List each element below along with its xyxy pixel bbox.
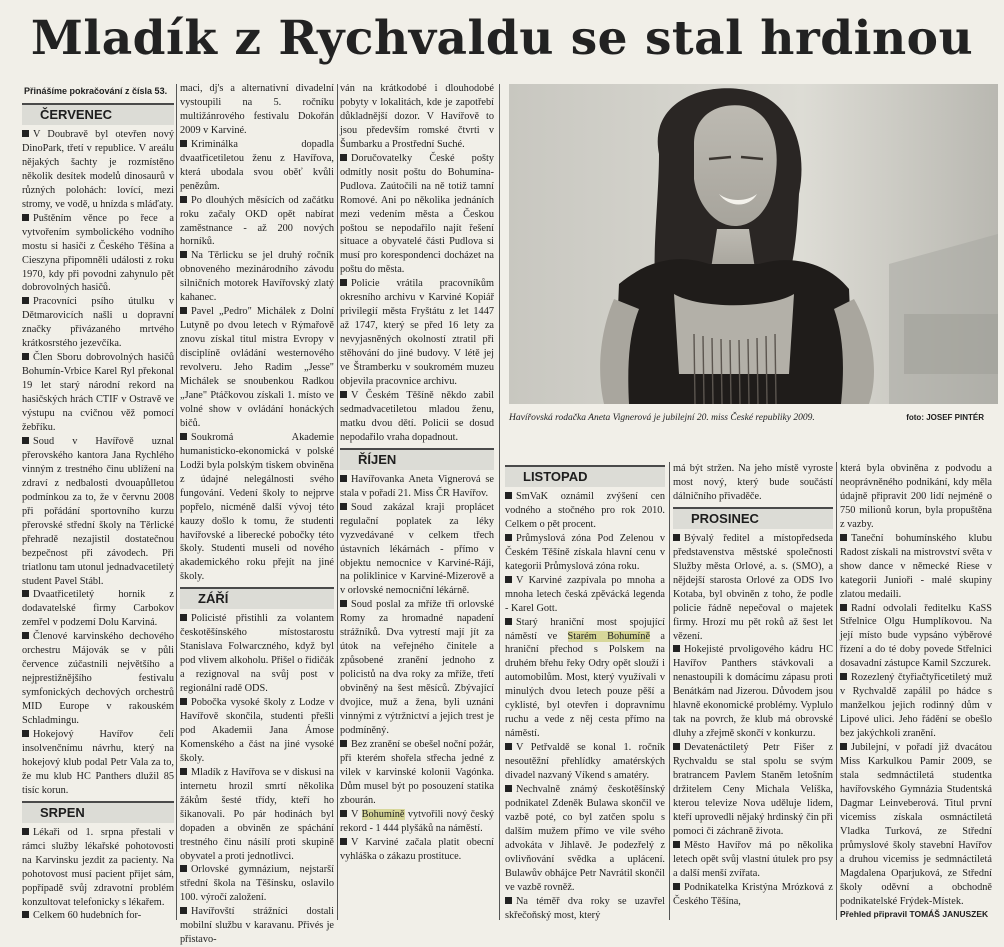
bullet-icon xyxy=(505,785,512,792)
bullet-icon xyxy=(340,391,347,398)
portrait-image xyxy=(509,84,998,404)
bullet-icon xyxy=(840,673,847,680)
news-item: V Karviné začala platit obecní vyhláška o zákazu prostituce. xyxy=(340,836,494,862)
bullet-icon xyxy=(180,140,187,147)
news-item: Nechvalně známý českotěšínský podnikatel Zdeněk Bulawa skončil ve vazbě poté, co byl zatčen spolu s dalším mužem přímo ve vile svého advokáta v Jihlavě. Je podezřelý z ovlivňování svědka a uplácení. Bulawův obhájce Petr Navrátil skončil ve vazbě rovněž. xyxy=(505,784,665,893)
bullet-icon xyxy=(340,600,347,607)
news-item: Na téměř dva roky se uzavřel skřečoňský most, který xyxy=(505,895,665,921)
caption-text: Havířovská rodačka Aneta Vignerová je jubilejní 20. miss České republiky 2009. xyxy=(509,413,815,423)
news-item: Bývalý ředitel a místopředseda představenstva městské společnosti Služby města Orlové, a. s. (SMO), a nějdejší starosta Orlové za ODS Ivo Kotaba, byl obviněn z toho, že podle policie řádně nepečoval o majetek firmy. Hrozí mu pět roků až šest let vězení. xyxy=(673,532,833,642)
column-divider xyxy=(176,84,177,920)
highlighted-word: Bohumíně xyxy=(361,808,405,820)
news-item: Puštěním věnce po řece a vytvořením symbolického vodního mostu si hasiči z Českého Těšína a Cieszyna připomněli události z roku 1970, kdy při povodni zahynulo pět dobrovolných hasičů. xyxy=(22,212,174,294)
news-item: V Doubravě byl otevřen nový DinoPark, třetí v republice. V areálu nějakých šachty je rozmístěno několik desítek modelů dinosaurů v různých polohách: lovící, mezi stromy, ve vodě, u hnízda s mláďaty. xyxy=(22,129,174,210)
bullet-icon xyxy=(180,251,187,258)
bullet-icon xyxy=(505,534,512,541)
news-item: ván na krátkodobé i dlouhodobé pobyty v lokalitách, kde je zapotřebí důkladnější dozor. V Havířově to jsou především romské čtvrti v Šumbarku a Prostřední Suché. xyxy=(340,83,494,150)
news-item: Dvaatřicetiletý hornik z dodavatelské firmy Carbokov zemřel v podzemí Dolu Karviná. xyxy=(22,589,174,629)
bullet-icon xyxy=(180,433,187,440)
news-item: Orlovské gymnázium, nejstarší střední škola na Těšínsku, oslavilo 100. výročí založení. xyxy=(180,864,334,904)
highlighted-word: Starém Bohumíně xyxy=(567,630,651,642)
bullet-icon xyxy=(505,897,512,904)
bullet-icon xyxy=(22,437,29,444)
bullet-icon xyxy=(22,297,29,304)
bullet-icon xyxy=(180,307,187,314)
bullet-icon xyxy=(505,492,512,499)
photo-credit: foto: JOSEF PINTÉR xyxy=(906,413,984,422)
photo-caption xyxy=(509,410,998,426)
bullet-icon xyxy=(673,841,680,848)
news-item: Devatenáctiletý Petr Fišer z Rychvaldu se stal spolu se svým bratrancem Pavlem Staněm letošním držitelem Ceny Michala Velíška, kterou televize Nova uděluje lidem, kteří uprovedli nějaký hrdinský čin při pomoci či záchraně života. xyxy=(673,742,833,837)
news-item: Soud poslal za mříže tři orlovské Romy za hromadné napadení strážníků. Dva vytrestí mají jít za útok na veřejného činitele a způsobené zranění jednoho z policistů na dva roky za mříže, třetí obviněný na šest měsíců. Zbývající dvojice, muž a žena, byli uznáni vinnými z výtržnictví a jejich trest je podmíněný. xyxy=(340,599,494,736)
news-item: Doručovatelky České pošty odmítly nosit poštu do Bohumína-Pudlova. Zaútočili na ně totiž tamní Romové. Ani po několika jednáních mezi vedením města a Českou poštou se nepodařilo najít řešení situace a obyvatelé části Pudlova si musí pro korespondenci docházet na poštu do města. xyxy=(340,152,494,276)
bullet-icon xyxy=(340,503,347,510)
news-item: Po dlouhých měsících od začátku roku začaly OKD opět nabírat zaměstnance - až 200 nových horníků. xyxy=(180,194,334,248)
bullet-icon xyxy=(673,743,680,750)
continued-note: Přinášíme pokračování z čísla 53. xyxy=(24,86,168,96)
news-item: Bez zranění se obešel noční požár, při kterém shořela střecha jedné z vilek v karvinské kolonii Vagónka. Dům musel být po posouzení statika zbourán. xyxy=(340,738,494,806)
section-heading-prosinec: PROSINEC xyxy=(673,507,833,529)
column-2 xyxy=(180,82,334,946)
section-heading-rijen: ŘÍJEN xyxy=(340,448,494,470)
news-item: V Bohumíně vytvořili nový český rekord - 1 444 plyšáků na náměstí. xyxy=(340,808,495,834)
news-item: Lékaři od 1. srpna přestali v rámci služby lékařské pohotovosti na Karvinsku jezdit za pacienty. Na pohotovost musí pacient přijet sám, popřípadě svůj zdravotní problém konzultovat telefonicky s lékařem. xyxy=(22,826,174,908)
bullet-icon xyxy=(505,576,512,583)
bullet-icon xyxy=(180,907,187,914)
news-item: Rozezlený čtyřiačtyřicetiletý muž v Rychvaldě zapálil po hádce s manželkou jejich rodinný dům v Lipové ulici. Jeho řádění se obešlo bez jakýchkoli zranění. xyxy=(840,672,992,740)
news-item: Havířovanka Aneta Vignerová se stala v pořadí 21. Miss ČR Havířov. xyxy=(340,473,494,499)
column-4 xyxy=(505,462,665,922)
news-item: Hokejový Havířov čelí insolvenčnímu návrhu, který na hokejový klub podal Petr Vala za to, že mu klub HC Panthers dlužil 85 tisíc korun. xyxy=(22,728,174,796)
bullet-icon xyxy=(22,130,29,137)
section-heading-cervenec: ČERVENEC xyxy=(22,103,174,125)
news-item: Radní odvolali ředitelku KaSS Střelnice Olgu Humplíkovou. Na její místo bude vypsáno výběrové řízení a do té doby povede Střelnici dosavadní zástupce Kamil Szczurek. xyxy=(840,602,992,670)
bullet-icon xyxy=(22,730,29,737)
bullet-icon xyxy=(840,604,847,611)
bullet-icon xyxy=(340,740,347,747)
bullet-icon xyxy=(180,614,187,621)
news-item: V Petřvaldě se konal 1. ročník nesoutěžní přehlídky amatérských divadel nazvaný Víkend s amatéry. xyxy=(505,742,665,782)
news-item: Kriminálka dopadla dvaatřicetiletou ženu z Havířova, která ubodala svou oběť kvůli penězům. xyxy=(180,138,334,192)
news-item: Hokejisté prvoligového kádru HC Havířov Panthers stávkovali a nenastoupili k domácímu zápasu proti Benátkám nad Jizerou. Důvodem jsou hlavně ekonomické problémy. Vyplulo tak na povrch, že klub má obrovské dluhy a zřejmě skončí v konkurzu. xyxy=(673,644,833,740)
bullet-icon xyxy=(673,883,680,890)
news-item: Pavel „Pedro" Michálek z Dolní Lutyně po dvou letech v Rýmařově znovu získal titul mistra Evropy v disciplíně ovládání westernového revolveru. Jeho Radim „Jesse" Michálek se snoubenkou Radkou „Jane" Ptáčkovou získali 1. místo ve volné show v ovládání honáckých bičů. xyxy=(180,306,334,429)
bullet-icon xyxy=(840,534,847,541)
column-5 xyxy=(673,462,833,922)
column-1 xyxy=(22,100,174,926)
column-divider xyxy=(337,84,338,920)
bullet-icon xyxy=(22,632,29,639)
bullet-icon xyxy=(180,768,187,775)
bullet-icon xyxy=(673,534,680,541)
news-item: Podnikatelka Kristýna Mrózková z Českého Těšína, xyxy=(673,881,833,907)
column-6 xyxy=(840,462,992,910)
bullet-icon xyxy=(22,214,29,221)
news-item: Soud zakázal kraji proplácet regulační poplatek za léky vyzvedávané v celkem třech ústavních lékárnách - přímo v objektu nemocnice v Karviné-Ráji, na poliklinice v Karviné-Mizerově a v orlovské nemocniční lékárně. xyxy=(340,501,494,597)
bullet-icon xyxy=(180,698,187,705)
news-item: která byla obviněna z podvodu a neoprávněného podnikání, kdy měla údajně připravit 200 lidí nejméně o 750 milionů korun, byla propuštěna z vazby. xyxy=(840,463,992,530)
news-item: Policie vrátila pracovníkům okresního archivu v Karviné Kopiář privilegií města Fryštátu z let 1447 až 1747, který se před 16 lety za nevyjasněných okolností ztratil při stěhování do jiné budovy. V létě jej ve Štramberku v soukromém muzeu objevila pracovnice archivu. xyxy=(340,278,494,388)
news-item: Jubilejní, v pořadí již dvacátou Miss Karkulkou Pamir 2009, se stala sedmnáctiletá studentka havířovského Gymnázia Studentská Dagmar Leinveberová. Titul první vicemiss získala osmnáctiletá Vladka Turková, ze Střední průmyslové školy stavební Havířov a druhou vicemiss je sedmnáctiletá Magdalena Oparjuková, ze Střední školy oděvní a obchodně podnikatelské Frýdek-Místek. xyxy=(840,742,992,907)
news-item: Soukromá Akademie humanisticko-ekonomická v polské Lodži byla polským tiskem obviněna z údajné nelegálnosti svého fungování. Vedení školy to nejprve popřelo, nicméně další vývoj této kauzy došlo k tomu, že studenti havířovské a liberecké pobočky této školy. Studenti museli od nového akademického roku přejít na jiné školy. xyxy=(180,431,334,583)
photo-miss-portrait xyxy=(509,84,998,404)
news-item: Pracovníci psího útulku v Dětmarovicích našli u dopravní značky přivázaného mrtvého krátkosrstého jezevčíka. xyxy=(22,296,174,350)
news-item: Policisté přistihli za volantem českotěšínského místostarostu Stanislava Folwarczného, když byl pod vlivem alkoholu. Přišel o řidičák a rezignoval na svůj post v regionální radě ODS. xyxy=(180,613,334,695)
news-item: Havířovští strážníci dostali mobilní službu v karavanu. Přivés je přistavo- xyxy=(180,906,334,946)
news-item: Město Havířov má po několika letech opět svůj vlastní útulek pro psy a další menší zvířata. xyxy=(673,839,833,879)
section-heading-zari: ZÁŘÍ xyxy=(180,587,334,609)
compiled-by-credit: Přehled připravil TOMÁŠ JANUSZEK xyxy=(840,909,989,919)
news-item: Pobočka vysoké školy z Lodze v Havířově skončila, studenti přešli pod Akademii Jana Ámose Komenského a část na jiné vysoké školy. xyxy=(180,697,334,764)
headline: Mladík z Rychvaldu se stal hrdinou xyxy=(30,11,974,66)
bullet-icon xyxy=(673,645,680,652)
bullet-icon xyxy=(840,743,847,750)
bullet-icon xyxy=(180,196,187,203)
news-item: V Karviné zazpívala po mnoha a mnoha letech česká zpěvácká legenda - Karel Gott. xyxy=(505,574,665,614)
column-3 xyxy=(340,82,494,908)
news-item: Členové karvinského dechového orchestru Májovák se v půli července zúčastnili největšího a nejprestižnějšího festivalu symfonických dechových orchestrů MID Europe v rakouském Schladmingu. xyxy=(22,631,174,727)
bullet-icon xyxy=(340,838,347,845)
news-item: Soud v Havířově uznal přerovského kantora Jana Rychlého vinným z trestného činu ublížení na zdraví z nedbalosti dvouapůlletou podmínkou za to, že v červnu 2008 při pořádání sportovního kurzu přerovské střední školy na Těrlické přehradě nezajistil dostatečnou bezpečnost při závodech. Při triatlonu tam utonul jednadvacetiletý student Pavel Stábl. xyxy=(22,435,174,587)
column-divider xyxy=(669,462,670,920)
bullet-icon xyxy=(22,353,29,360)
bullet-icon xyxy=(22,590,29,597)
news-item: Člen Sboru dobrovolných hasičů Bohumín-Vrbice Karel Ryl překonal 19 let starý národní rekord na hasičských hrách CTIF v Ostravě ve výstupu na cvičnou věž pomocí žebříku. xyxy=(22,352,174,434)
section-heading-srpen: SRPEN xyxy=(22,801,174,823)
bullet-icon xyxy=(340,279,347,286)
bullet-icon xyxy=(22,828,29,835)
news-item: SmVaK oznámil zvýšení cen vodného a stočného pro rok 2010. Celkem o pět procent. xyxy=(505,491,665,530)
bullet-icon xyxy=(340,154,347,161)
news-item: Starý hraniční most spojující náměstí ve Starém Bohumíně a hraniční přechod s Polskem na druhém břehu řeky Odry opět slouží i automobilům. Most, který využívali v minulých dvou letech pouze pěší a cyklisté, byl otevřen i dopravnímu ruchu a vede z něj cesta přímo na náměstí. xyxy=(505,616,665,740)
news-item: V Českém Těšíně někdo zabil sedmadvacetiletou mladou ženu, matku dvou dětí. Policii se dosud nepodařilo vraha dopadnout. xyxy=(340,389,494,443)
news-item: maci, dj's a alternativní divadelní vystoupili na 5. ročníku multižánrového festivalu Dokořán 2009 v Karviné. xyxy=(180,83,334,136)
bullet-icon xyxy=(505,618,512,625)
news-item: Na Těrlicku se jel druhý ročník obnoveného mezinárodního závodu silničních motorek Havířovský zlatý kahanec. xyxy=(180,250,334,304)
news-item: má být stržen. Na jeho místě vyroste most nový, který bude součástí dálničního přivaděče. xyxy=(673,463,833,502)
news-item: Průmyslová zóna Pod Zelenou v Českém Těšíně získala hlavní cenu v kategorii Průmyslová zóna roku. xyxy=(505,532,665,572)
bullet-icon xyxy=(22,911,29,918)
news-item: Celkem 60 hudebních for- xyxy=(22,909,174,923)
bullet-icon xyxy=(340,810,347,817)
column-divider xyxy=(499,84,500,920)
news-item: Mladík z Havířova se v diskusi na internetu hrozil smrtí několika žákům šesté třídy, kteří ho šikanovali. Po pár hodinách byl dopaden a obviněn ze spáchání trestného činu násilí proti skupině obyvatel a proti jednotlivci. xyxy=(180,766,334,862)
column-divider xyxy=(836,462,837,920)
section-heading-listopad: LISTOPAD xyxy=(505,465,665,487)
bullet-icon xyxy=(180,865,187,872)
news-item: Taneční bohumínského klubu Radost získali na mistrovství světa v show dance v německé Riese v kategorii Junioři - malé skupiny zlatou medaili. xyxy=(840,532,992,600)
bullet-icon xyxy=(340,475,347,482)
bullet-icon xyxy=(505,743,512,750)
